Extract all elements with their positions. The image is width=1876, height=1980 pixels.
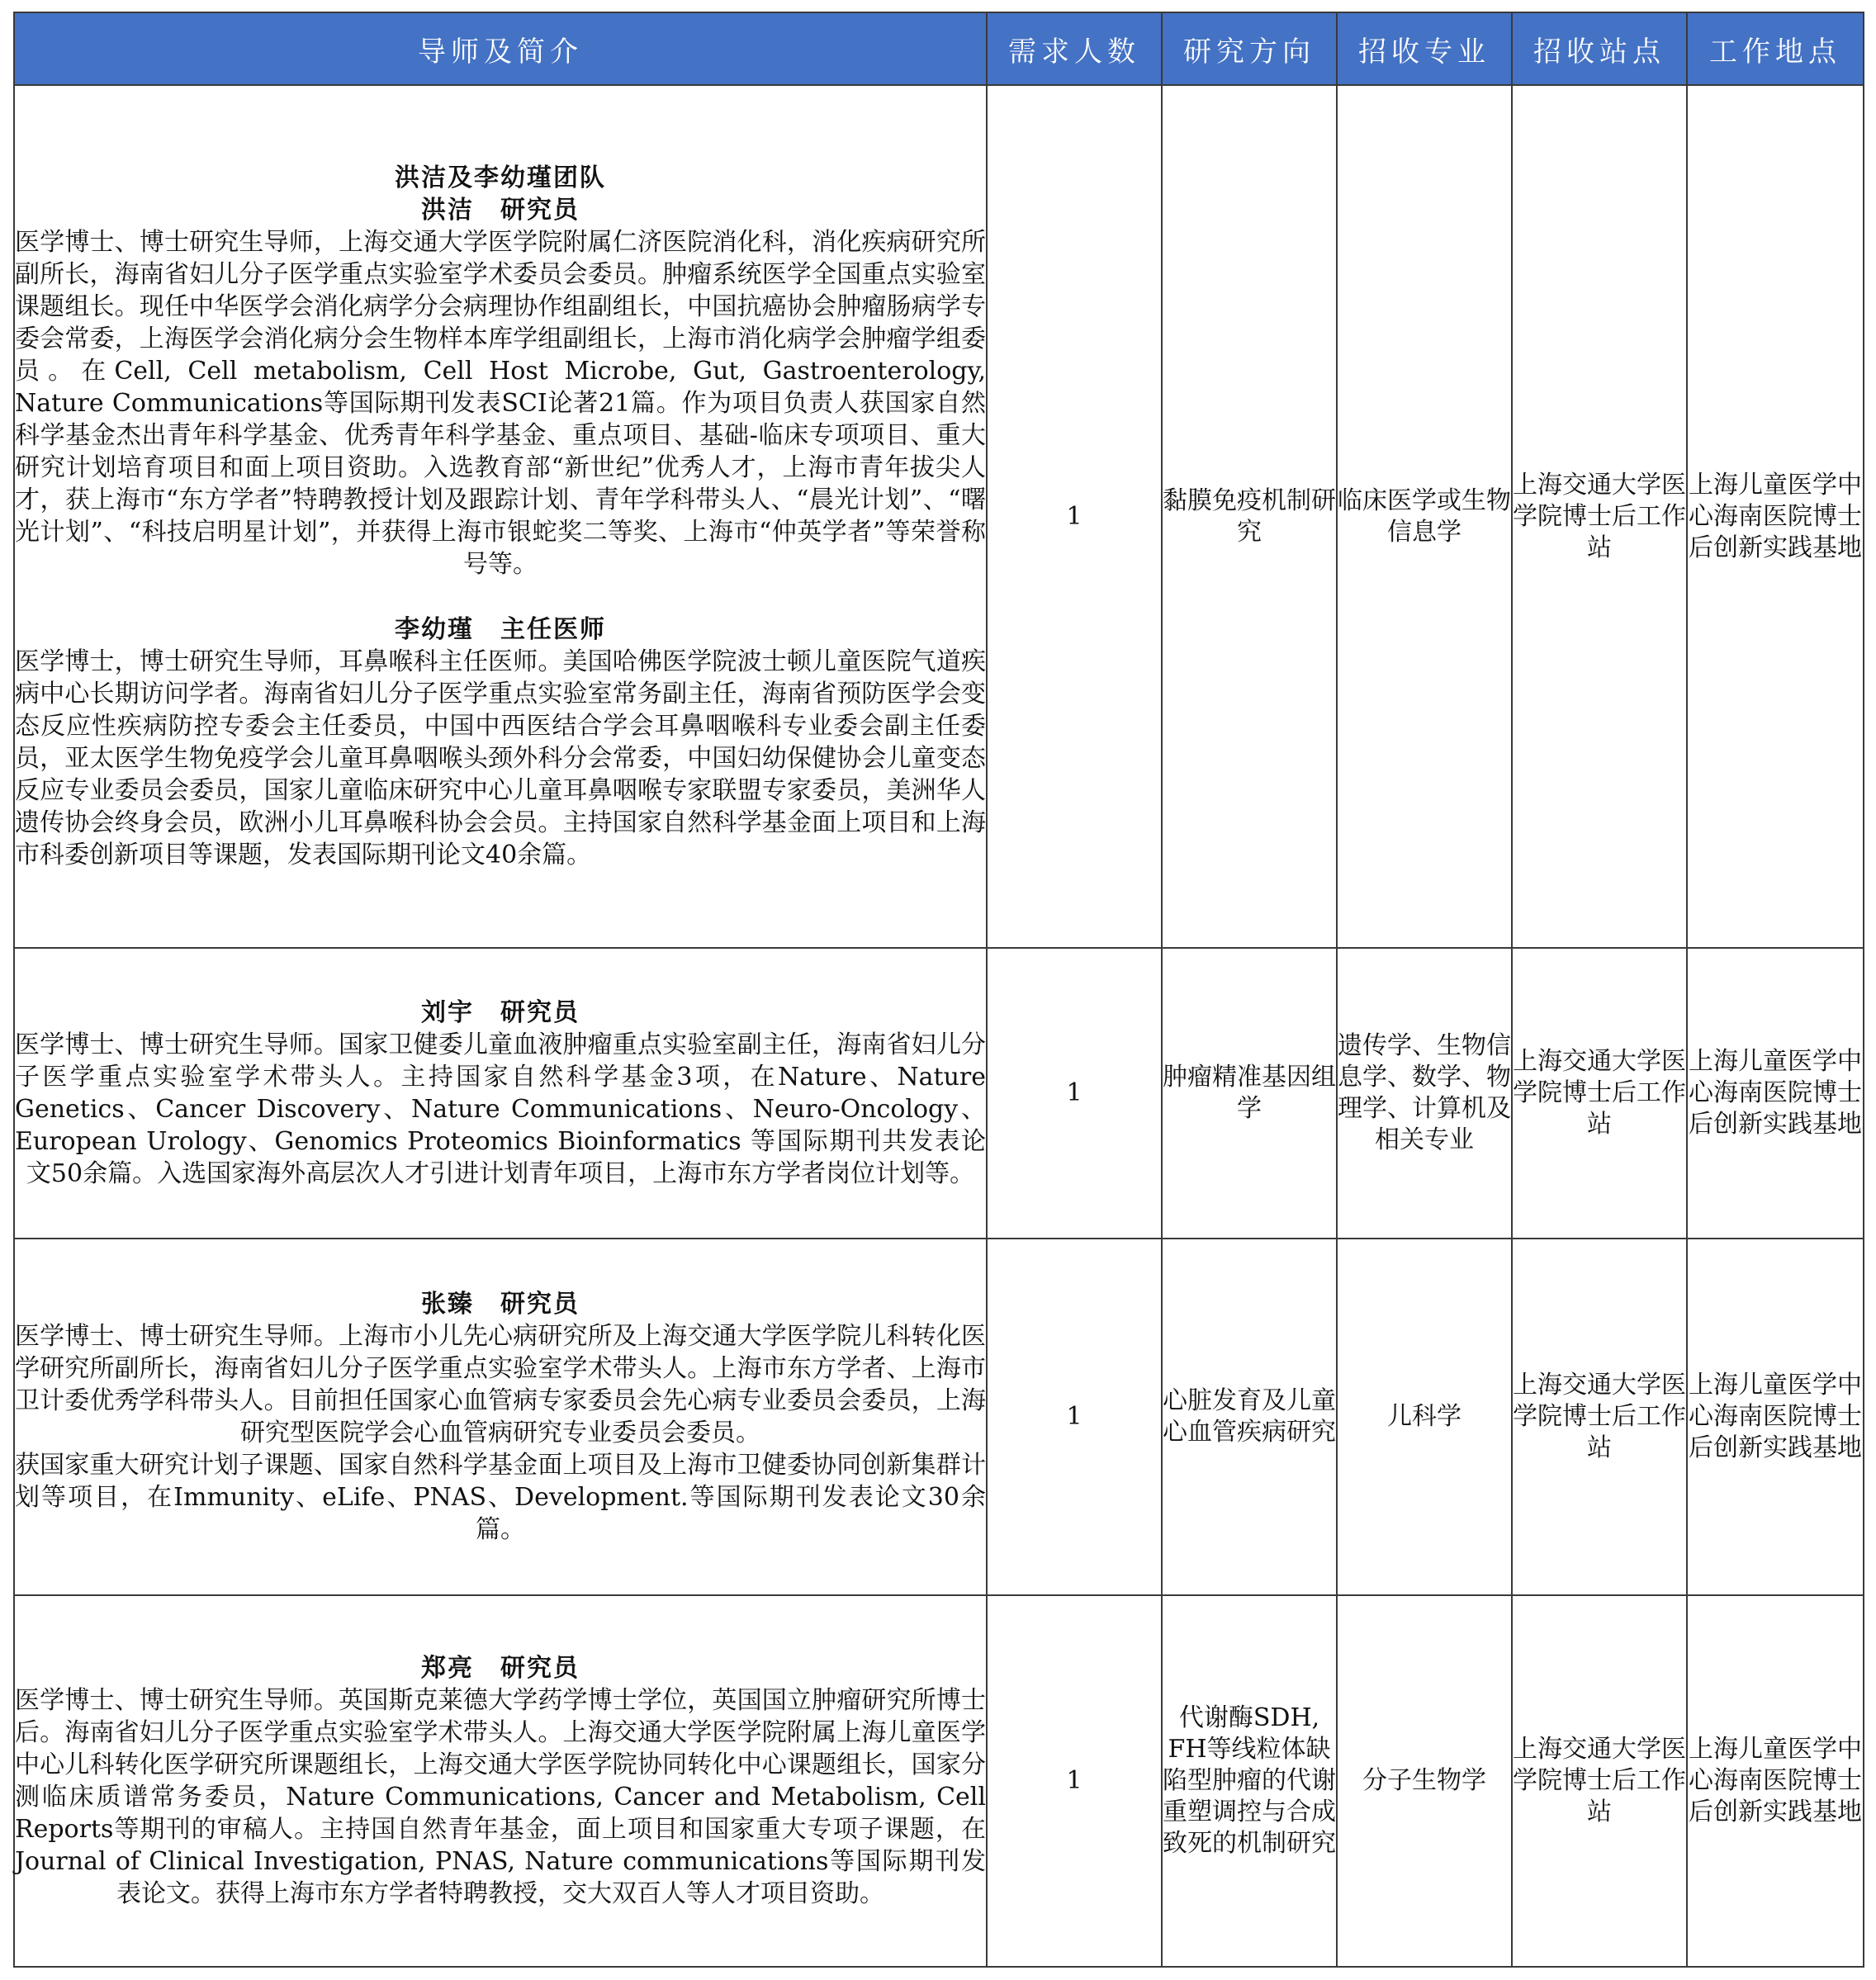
header-location: 工作地点 (1687, 12, 1864, 85)
mentor-bio: 医学博士、博士研究生导师。英国斯克莱德大学药学博士学位，英国国立肿瘤研究所博士后。海南省妇儿分子医学重点实验室学术带头人。上海交通大学医学院附属上海儿童医学中心儿科转化医学研究所课题组长，上海交通大学医学院协同转化中心课题组长，国家分测临床质谱常务委员，Nature Communications, Cancer and Metabolism, Cell Reports等期刊的审稿人。主持国自然青年基金，面上项目和国家重大专项子课题，在Journal of Clinical Investigation, PNAS, Nature communications等国际期刊发表论文。获得上海市东方学者特聘教授，交大双百人等人才项目资助。 (15, 1686, 986, 1908)
mentor-intro-cell (14, 1595, 987, 1967)
team-title: 洪洁及李幼瑾团队 (395, 163, 606, 192)
table-row (14, 1595, 1864, 1967)
mentor-title: 郑亮 研究员 (421, 1654, 580, 1683)
direction-cell: 代谢酶SDH, FH等线粒体缺陷型肿瘤的代谢重塑调控与合成致死的机制研究 (1162, 1595, 1337, 1967)
major-cell: 遗传学、生物信息学、数学、物理学、计算机及相关专业 (1337, 948, 1512, 1239)
mentor-intro-cell (14, 1239, 987, 1595)
direction-cell: 肿瘤精准基因组学 (1162, 948, 1337, 1239)
location-cell: 上海儿童医学中心海南医院博士后创新实践基地 (1687, 85, 1864, 948)
header-station: 招收站点 (1512, 12, 1687, 85)
table-row (14, 1239, 1864, 1595)
table-row (14, 948, 1864, 1239)
location-cell: 上海儿童医学中心海南医院博士后创新实践基地 (1687, 1239, 1864, 1595)
mentor-intro-cell (14, 948, 987, 1239)
mentor-title: 刘宇 研究员 (421, 998, 580, 1027)
count-cell: 1 (987, 948, 1162, 1239)
mentor-intro-cell (14, 85, 987, 948)
mentor-bio: 医学博士、博士研究生导师。上海市小儿先心病研究所及上海交通大学医学院儿科转化医学研究所副所长，海南省妇儿分子医学重点实验室学术带头人。上海市东方学者、上海市卫计委优秀学科带头人。目前担任国家心血管病专家委员会先心病专业委员会委员，上海研究型医院学会心血管病研究专业委员会委员。 (15, 1322, 986, 1447)
station-cell: 上海交通大学医学院博士后工作站 (1512, 85, 1687, 948)
major-cell: 分子生物学 (1337, 1595, 1512, 1967)
station-cell: 上海交通大学医学院博士后工作站 (1512, 948, 1687, 1239)
header-direction: 研究方向 (1162, 12, 1337, 85)
major-cell: 儿科学 (1337, 1239, 1512, 1595)
header-row (14, 12, 1864, 85)
mentor-table (13, 12, 1864, 1968)
recruitment-sheet (13, 12, 1864, 1968)
mentor-bio: 医学博士、博士研究生导师。国家卫健委儿童血液肿瘤重点实验室副主任，海南省妇儿分子医学重点实验室学术带头人。主持国家自然科学基金3项，在Nature、Nature Genetics、Cancer Discovery、Nature Communications、Neuro-Oncology、European Urology、Genomics Proteomics Bioinformatics 等国际期刊共发表论文50余篇。入选国家海外高层次人才引进计划青年项目，上海市东方学者岗位计划等。 (15, 1030, 986, 1188)
count-cell: 1 (987, 1595, 1162, 1967)
location-cell: 上海儿童医学中心海南医院博士后创新实践基地 (1687, 948, 1864, 1239)
count-cell: 1 (987, 85, 1162, 948)
station-cell: 上海交通大学医学院博士后工作站 (1512, 1239, 1687, 1595)
header-count: 需求人数 (987, 12, 1162, 85)
mentor-title: 李幼瑾 主任医师 (395, 615, 606, 644)
station-cell: 上海交通大学医学院博士后工作站 (1512, 1595, 1687, 1967)
direction-cell: 黏膜免疫机制研究 (1162, 85, 1337, 948)
direction-cell: 心脏发育及儿童心血管疾病研究 (1162, 1239, 1337, 1595)
mentor-bio: 医学博士，博士研究生导师，耳鼻喉科主任医师。美国哈佛医学院波士顿儿童医院气道疾病中心长期访问学者。海南省妇儿分子医学重点实验室常务副主任，海南省预防医学会变态反应性疾病防控专委会主任委员，中国中西医结合学会耳鼻咽喉科专业委会副主任委员，亚太医学生物免疫学会儿童耳鼻咽喉头颈外科分会常委，中国妇幼保健协会儿童变态反应专业委员会委员，国家儿童临床研究中心儿童耳鼻咽喉专家联盟专家委员，美洲华人遗传协会终身会员，欧洲小儿耳鼻喉科协会会员。主持国家自然科学基金面上项目和上海市科委创新项目等课题，发表国际期刊论文40余篇。 (15, 647, 986, 869)
location-cell: 上海儿童医学中心海南医院博士后创新实践基地 (1687, 1595, 1864, 1967)
table-row (14, 85, 1864, 948)
header-mentor-intro: 导师及简介 (14, 12, 987, 85)
mentor-title: 张臻 研究员 (421, 1290, 580, 1319)
mentor-bio-continued: 获国家重大研究计划子课题、国家自然科学基金面上项目及上海市卫健委协同创新集群计划等项目，在Immunity、eLife、PNAS、Development.等国际期刊发表论文30余篇。 (15, 1451, 986, 1544)
count-cell: 1 (987, 1239, 1162, 1595)
header-major: 招收专业 (1337, 12, 1512, 85)
mentor-title: 洪洁 研究员 (421, 196, 580, 225)
major-cell: 临床医学或生物信息学 (1337, 85, 1512, 948)
mentor-bio: 医学博士、博士研究生导师，上海交通大学医学院附属仁济医院消化科，消化疾病研究所副所长，海南省妇儿分子医学重点实验室学术委员会委员。肿瘤系统医学全国重点实验室课题组长。现任中华医学会消化病学分会病理协作组副组长，中国抗癌协会肿瘤肠病学专委会常委，上海医学会消化病分会生物样本库学组副组长，上海市消化病学会肿瘤学组委员。在Cell, Cell metabolism, Cell Host Microbe, Gut, Gastroenterology, Nature Communications等国际期刊发表SCI论著21篇。作为项目负责人获国家自然科学基金杰出青年科学基金、优秀青年科学基金、重点项目、基础-临床专项项目、重大研究计划培育项目和面上项目资助。入选教育部“新世纪”优秀人才，上海市青年拔尖人才，获上海市“东方学者”特聘教授计划及跟踪计划、青年学科带头人、“晨光计划”、“曙光计划”、“科技启明星计划”，并获得上海市银蛇奖二等奖、上海市“仲英学者”等荣誉称号等。 (15, 228, 986, 579)
